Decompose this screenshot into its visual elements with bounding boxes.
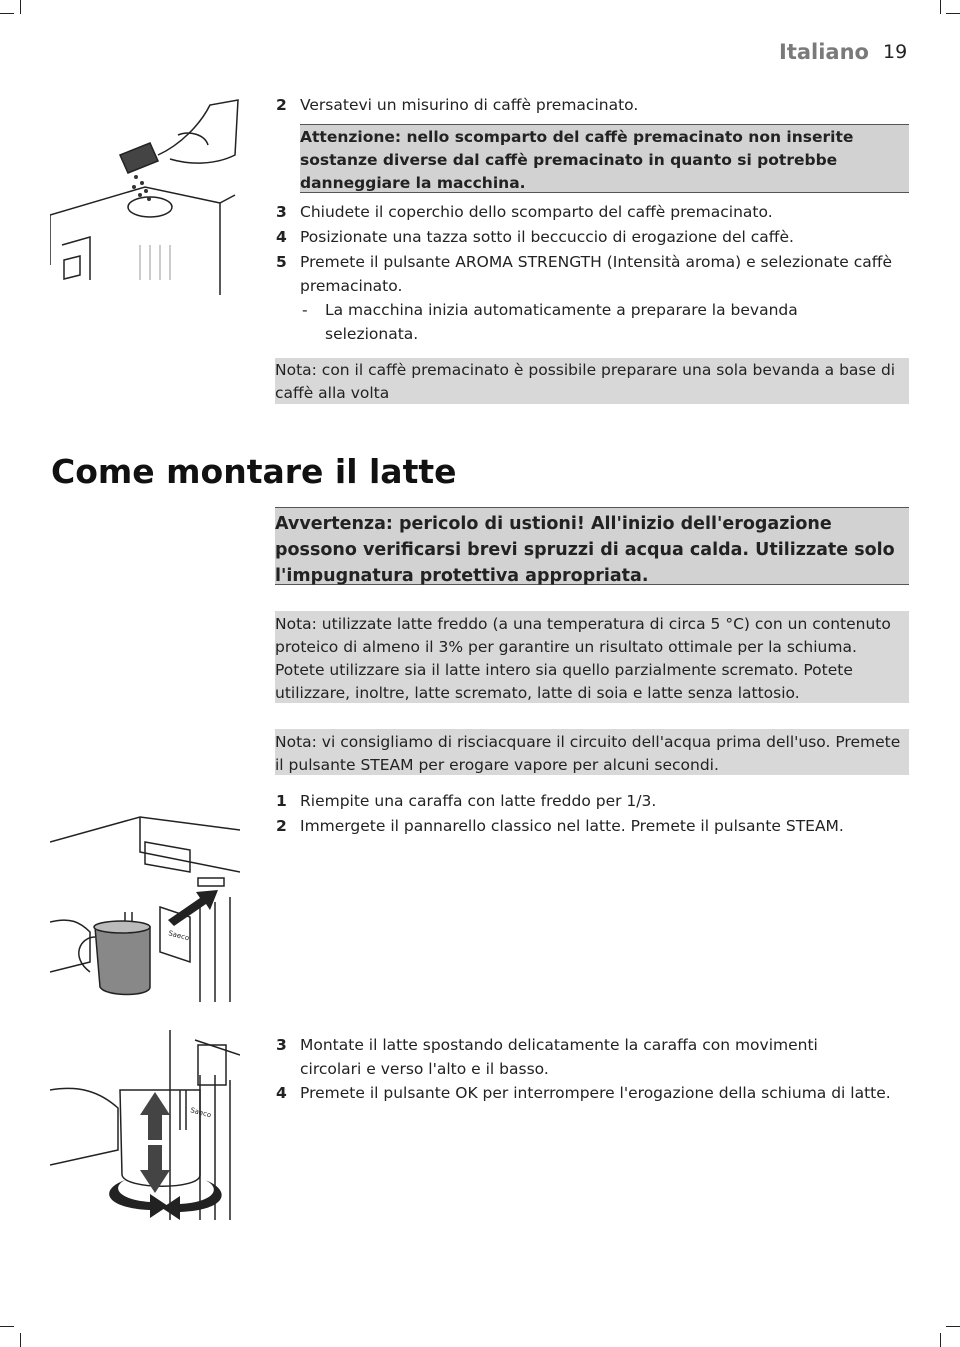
step-text: Posizionate una tazza sotto il beccuccio di erogazione del caffè. xyxy=(300,228,794,246)
crop-mark-tl-v xyxy=(20,0,21,14)
step-text: Versatevi un misurino di caffè premacinato. xyxy=(300,96,639,114)
step-number: 2 xyxy=(276,96,287,114)
warning-box xyxy=(275,507,909,585)
brand-label: Saeco xyxy=(189,1106,213,1120)
step-number: 5 xyxy=(276,253,287,271)
step-number: 3 xyxy=(276,203,287,221)
step-number: 3 xyxy=(276,1036,287,1054)
crop-mark-tr-h xyxy=(946,13,960,14)
crop-mark-bl-v xyxy=(20,1333,21,1347)
step-text: Chiudete il coperchio dello scomparto del caffè premacinato. xyxy=(300,203,773,221)
step-number: 1 xyxy=(276,792,287,810)
step-text: Montate il latte spostando delicatamente la caraffa con movimenti circolari e verso l'alto e il basso. xyxy=(300,1036,818,1078)
step-number: 4 xyxy=(276,228,287,246)
sub-bullet-dash: - xyxy=(302,301,308,319)
step-number: 4 xyxy=(276,1084,287,1102)
note-text: Nota: vi consigliamo di risciacquare il circuito dell'acqua prima dell'uso. Premete il pulsante STEAM per erogare vapore per alcuni secondi. xyxy=(275,733,901,774)
step-text: Immergete il pannarello classico nel latte. Premete il pulsante STEAM. xyxy=(300,817,844,835)
warning-text: Attenzione: nello scomparto del caffè premacinato non inserite sostanze diverse dal caffè premacinato in quanto si potrebbe danneggiare la macchina. xyxy=(300,128,854,192)
froth-milk-motion-icon xyxy=(50,1030,240,1222)
brand-label: Saeco xyxy=(167,929,191,943)
step-text: Premete il pulsante AROMA STRENGTH (Intensità aroma) e selezionate caffè premacinato. xyxy=(300,253,893,295)
step-text: Premete il pulsante OK per interrompere l'erogazione della schiuma di latte. xyxy=(300,1084,891,1102)
note-box xyxy=(275,729,909,775)
crop-mark-bl-h xyxy=(0,1326,14,1327)
crop-mark-tr-v xyxy=(940,0,941,14)
warning-box xyxy=(300,124,909,193)
step-number: 2 xyxy=(276,817,287,835)
note-box xyxy=(275,611,909,703)
note-box xyxy=(275,358,909,404)
note-text: Nota: utilizzate latte freddo (a una temperatura di circa 5 °C) con un contenuto proteico di almeno il 3% per garantire un risultato ottimale per la schiuma. Potete utilizzare sia il latte intero sia quello parzialmente scremato. Potete utilizzare, inoltre, latte scremato, latte di soia e latte senza lattosio. xyxy=(275,615,891,702)
press-steam-button-icon xyxy=(50,812,240,1002)
page-language: Italiano xyxy=(779,40,869,64)
note-text: Nota: con il caffè premacinato è possibile preparare una sola bevanda a base di caffè alla volta xyxy=(275,361,896,402)
section-title: Come montare il latte xyxy=(51,452,457,491)
warning-text: Avvertenza: pericolo di ustioni! All'inizio dell'erogazione possono verificarsi brevi spruzzi di acqua calda. Utilizzate solo l'impugnatura protettiva appropriata. xyxy=(275,514,895,586)
crop-mark-br-v xyxy=(940,1333,941,1347)
hand-pouring-coffee-icon xyxy=(50,95,240,300)
crop-mark-br-h xyxy=(946,1326,960,1327)
page-number: 19 xyxy=(883,41,908,63)
step-text: Riempite una caraffa con latte freddo per 1/3. xyxy=(300,792,657,810)
crop-mark-tl-h xyxy=(0,13,14,14)
sub-bullet-text: La macchina inizia automaticamente a preparare la bevanda selezionata. xyxy=(325,301,798,343)
